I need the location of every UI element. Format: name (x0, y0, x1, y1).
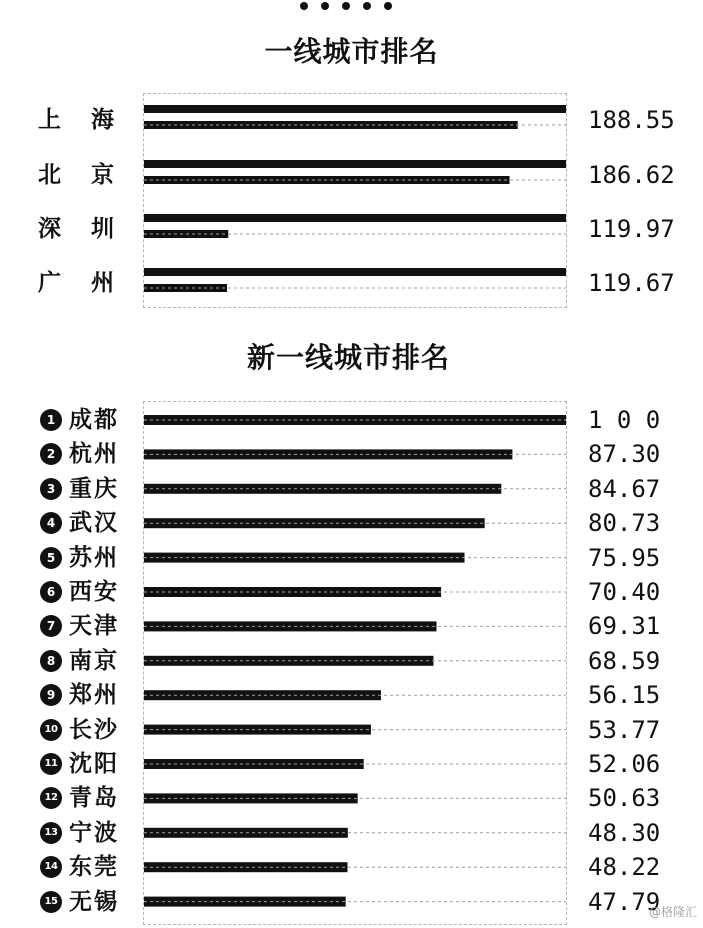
value-label: 119.97 (588, 215, 675, 243)
watermark: @格隆汇 (648, 905, 697, 919)
value-label: 56.15 (588, 681, 661, 710)
city-label: 东莞 (69, 854, 119, 881)
rank-badge: 2 (40, 443, 62, 465)
city-label: 郑州 (69, 682, 119, 709)
bar-full (144, 105, 566, 113)
chart-title-tier1: 一线城市排名 (264, 35, 439, 68)
value-label: 75.95 (588, 543, 661, 572)
rank-badge: 10 (40, 719, 62, 741)
value-label: 48.30 (588, 818, 661, 847)
rank-badge: 8 (40, 650, 62, 672)
value-label: 48.22 (588, 853, 661, 882)
bar (144, 484, 501, 494)
city-label: 西安 (69, 579, 119, 605)
value-label: 53.77 (588, 715, 661, 744)
value-label: 186.62 (588, 161, 675, 189)
city-label: 南京 (69, 647, 119, 674)
bar-full (144, 268, 566, 276)
chart-title-new-tier1: 新一线城市排名 (246, 341, 450, 374)
value-label: 68.59 (588, 646, 661, 675)
city-label: 上海 (38, 107, 144, 133)
city-label: 无锡 (69, 888, 119, 915)
value-label: 1 0 0 (588, 406, 661, 434)
rank-badge: 11 (40, 753, 62, 775)
rank-badge: 4 (40, 512, 62, 534)
value-label: 80.73 (588, 509, 661, 538)
city-label: 天津 (69, 613, 119, 640)
value-label: 87.30 (588, 440, 661, 469)
bar (144, 690, 381, 700)
city-label: 苏州 (69, 544, 119, 571)
value-label: 50.63 (588, 784, 661, 813)
rank-badge: 14 (40, 856, 62, 878)
bar-full (144, 214, 566, 222)
city-label: 沈阳 (69, 751, 119, 777)
city-label: 武汉 (69, 510, 119, 537)
city-label: 重庆 (69, 475, 119, 502)
value-label: 70.40 (588, 578, 661, 606)
city-label: 宁波 (69, 819, 119, 846)
value-label: 119.67 (588, 269, 675, 297)
value-label: 69.31 (588, 612, 661, 641)
bar-full (144, 160, 566, 168)
city-label: 杭州 (69, 441, 119, 468)
city-label: 青岛 (69, 785, 119, 812)
value-label: 84.67 (588, 474, 661, 503)
city-label: 成都 (69, 407, 119, 433)
rank-badge: 9 (40, 684, 62, 706)
city-label: 广州 (38, 270, 144, 296)
rank-badge: 1 (40, 409, 62, 431)
rank-badge: 12 (40, 787, 62, 809)
rank-badge: 5 (40, 547, 62, 569)
rank-badge: 13 (40, 822, 62, 844)
value-label: 52.06 (588, 750, 661, 778)
rank-badge: 3 (40, 478, 62, 500)
rank-badge: 6 (40, 581, 62, 603)
city-label: 深圳 (38, 216, 144, 242)
value-label: 47.79 (588, 887, 661, 916)
rank-badge: 7 (40, 615, 62, 637)
value-label: 188.55 (588, 106, 675, 134)
city-label: 长沙 (69, 716, 119, 743)
rank-badge: 15 (40, 891, 62, 913)
city-label: 北京 (38, 162, 144, 188)
